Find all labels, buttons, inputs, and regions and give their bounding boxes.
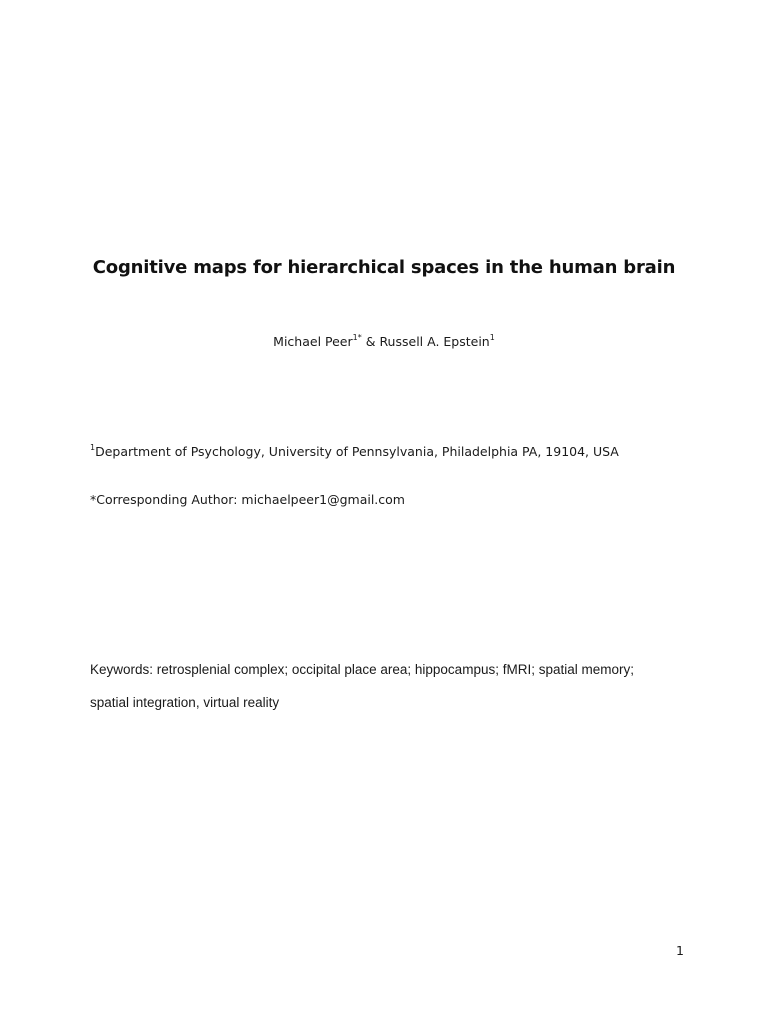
affiliation [90, 443, 730, 461]
author-separator: & [361, 334, 380, 349]
author-name: Michael Peer [273, 334, 353, 349]
keywords-line: Keywords: retrosplenial complex; occipital place area; hippocampus; fMRI; spatial memory; [90, 662, 634, 677]
author-name: Russell A. Epstein [379, 334, 490, 349]
keywords-line: spatial integration, virtual reality [90, 695, 280, 710]
paper-title: Cognitive maps for hierarchical spaces in the human brain [92, 257, 676, 278]
page-number: 1 [676, 943, 684, 958]
affiliation-mark: 1 [90, 442, 96, 452]
affiliation-text: Department of Psychology, University of Pennsylvania, Philadelphia PA, 19104, USA [95, 444, 619, 459]
author-affiliation-mark: 1 [489, 332, 495, 342]
corresponding-author: *Corresponding Author: michaelpeer1@gmail.com [90, 492, 405, 507]
author-affiliation-mark: 1* [352, 332, 362, 342]
author-line [0, 333, 768, 351]
keywords [90, 653, 690, 719]
